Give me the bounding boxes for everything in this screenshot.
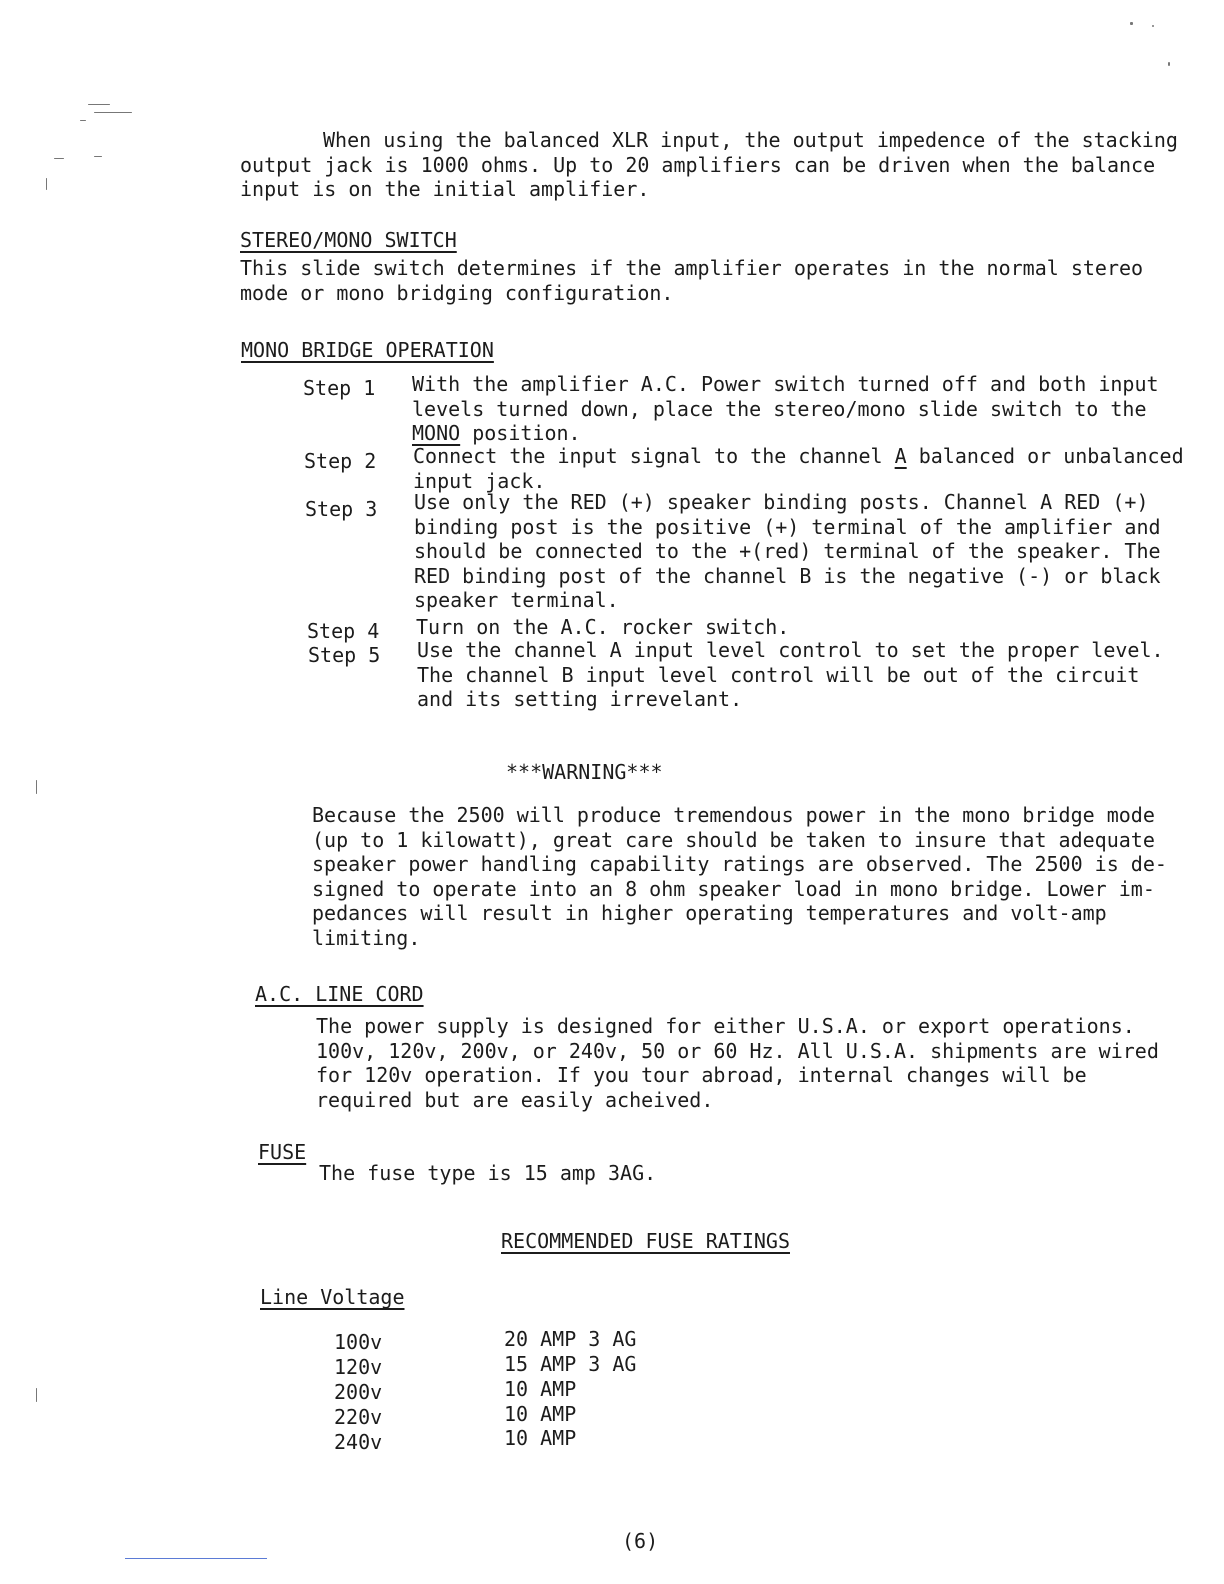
- warning-line: (up to 1 kilowatt), great care should be taken to insure that adequate: [312, 827, 1155, 852]
- intro-line: When using the balanced XLR input, the output impedence of the stacking: [323, 128, 1178, 152]
- fuse-rating-cell: 20 AMP 3 AG: [504, 1327, 637, 1351]
- fuse-voltage-cell: 220v: [334, 1405, 383, 1429]
- step-4-label: Step 4: [307, 619, 380, 643]
- stereo-mono-heading: STEREO/MONO SWITCH: [240, 228, 457, 252]
- scan-mark: [80, 120, 86, 121]
- step-3-text: [414, 490, 1161, 613]
- fuse-voltage-cell: 200v: [334, 1380, 383, 1404]
- step-line: RED binding post of the channel B is the negative (-) or black: [414, 563, 1161, 588]
- step-line: Use the channel A input level control to set the proper level.: [417, 638, 1164, 662]
- fuse-voltage-cell: 100v: [334, 1330, 383, 1354]
- scan-mark: [94, 112, 132, 113]
- line-cord-line: The power supply is designed for either U.S.A. or export operations.: [316, 1014, 1135, 1038]
- line-cord-line: required but are easily acheived.: [316, 1087, 714, 1112]
- fuse-voltage-cell: 120v: [334, 1355, 383, 1379]
- step-line: should be connected to the +(red) terminal of the speaker. The: [414, 539, 1161, 563]
- step-line: [412, 421, 1159, 446]
- step-3-label: Step 3: [305, 497, 378, 521]
- scan-edge-line: [125, 1558, 267, 1559]
- scan-mark: [1168, 62, 1170, 66]
- scan-mark: [1130, 22, 1133, 25]
- scan-mark: [36, 780, 37, 794]
- scan-mark: [54, 158, 64, 159]
- warning-line: limiting.: [312, 925, 421, 950]
- line-voltage-header: Line Voltage: [260, 1285, 405, 1309]
- step-2-before: Connect the input signal to the channel: [413, 444, 895, 468]
- stereo-mono-line: This slide switch determines if the amplifier operates in the normal stereo: [240, 256, 1144, 280]
- fuse-rating-cell: 10 AMP: [504, 1402, 577, 1426]
- fuse-text: The fuse type is 15 amp 3AG.: [319, 1161, 657, 1185]
- warning-paragraph: [312, 803, 1167, 950]
- intro-line: input is on the initial amplifier.: [240, 177, 650, 201]
- line-cord-paragraph: [316, 1014, 1159, 1112]
- step-5-text: [417, 638, 1164, 712]
- page-number: (6): [622, 1529, 659, 1553]
- scan-mark: [46, 178, 47, 190]
- step-line: The channel B input level control will be out of the circuit: [417, 662, 1140, 687]
- step-line-suffix: position.: [460, 421, 581, 445]
- warning-line: signed to operate into an 8 ohm speaker load in mono bridge. Lower im-: [312, 876, 1155, 901]
- step-line: With the amplifier A.C. Power switch turned off and both input: [412, 372, 1159, 396]
- stereo-mono-paragraph: [240, 256, 1143, 305]
- step-1-label: Step 1: [303, 376, 376, 400]
- fuse-rating-cell: 10 AMP: [504, 1377, 577, 1401]
- step-2-label: Step 2: [304, 449, 377, 473]
- mono-underlined: MONO: [412, 421, 461, 445]
- fuse-heading: FUSE: [258, 1140, 307, 1164]
- step-line: levels turned down, place the stereo/mono slide switch to the: [412, 396, 1147, 421]
- fuse-rating-cell: 15 AMP 3 AG: [504, 1352, 637, 1376]
- warning-line: Because the 2500 will produce tremendous power in the mono bridge mode: [312, 803, 1155, 827]
- step-5-label: Step 5: [308, 643, 381, 667]
- scan-mark: [1152, 25, 1154, 27]
- step-1-text: [412, 372, 1159, 446]
- fuse-voltage-cell: 240v: [334, 1430, 383, 1454]
- step-line: Use only the RED (+) speaker binding posts. Channel A RED (+): [414, 490, 1149, 514]
- intro-line: output jack is 1000 ohms. Up to 20 amplifiers can be driven when the balance: [240, 152, 1156, 177]
- channel-a-underlined: A: [894, 444, 907, 468]
- step-line: Turn on the A.C. rocker switch.: [416, 615, 790, 639]
- scan-mark: [94, 156, 102, 157]
- line-cord-line: 100v, 120v, 200v, or 240v, 50 or 60 Hz. All U.S.A. shipments are wired: [316, 1038, 1159, 1063]
- scan-mark: [88, 104, 110, 105]
- mono-bridge-heading: MONO BRIDGE OPERATION: [241, 338, 494, 362]
- step-line: and its setting irrevelant.: [417, 687, 743, 711]
- step-line: [413, 444, 1184, 469]
- intro-paragraph: [240, 128, 1178, 202]
- step-line: input jack.: [413, 468, 546, 493]
- line-cord-heading: A.C. LINE CORD: [255, 982, 424, 1006]
- stereo-mono-line: mode or mono bridging configuration.: [240, 280, 674, 305]
- step-line: speaker terminal.: [414, 588, 619, 612]
- line-cord-line: for 120v operation. If you tour abroad, internal changes will be: [316, 1063, 1087, 1087]
- step-2-text: [413, 444, 1184, 493]
- warning-title: ***WARNING***: [506, 760, 663, 784]
- scan-mark: [36, 1388, 37, 1402]
- step-line: binding post is the positive (+) terminal of the amplifier and: [414, 514, 1161, 539]
- fuse-rating-cell: 10 AMP: [504, 1426, 577, 1450]
- warning-line: pedances will result in higher operating temperatures and volt-amp: [312, 901, 1107, 925]
- warning-line: speaker power handling capability ratings are observed. The 2500 is de-: [312, 852, 1167, 876]
- step-2-after: balanced or unbalanced: [906, 444, 1184, 468]
- step-4-text: [416, 615, 789, 640]
- fuse-ratings-title: RECOMMENDED FUSE RATINGS: [501, 1229, 790, 1253]
